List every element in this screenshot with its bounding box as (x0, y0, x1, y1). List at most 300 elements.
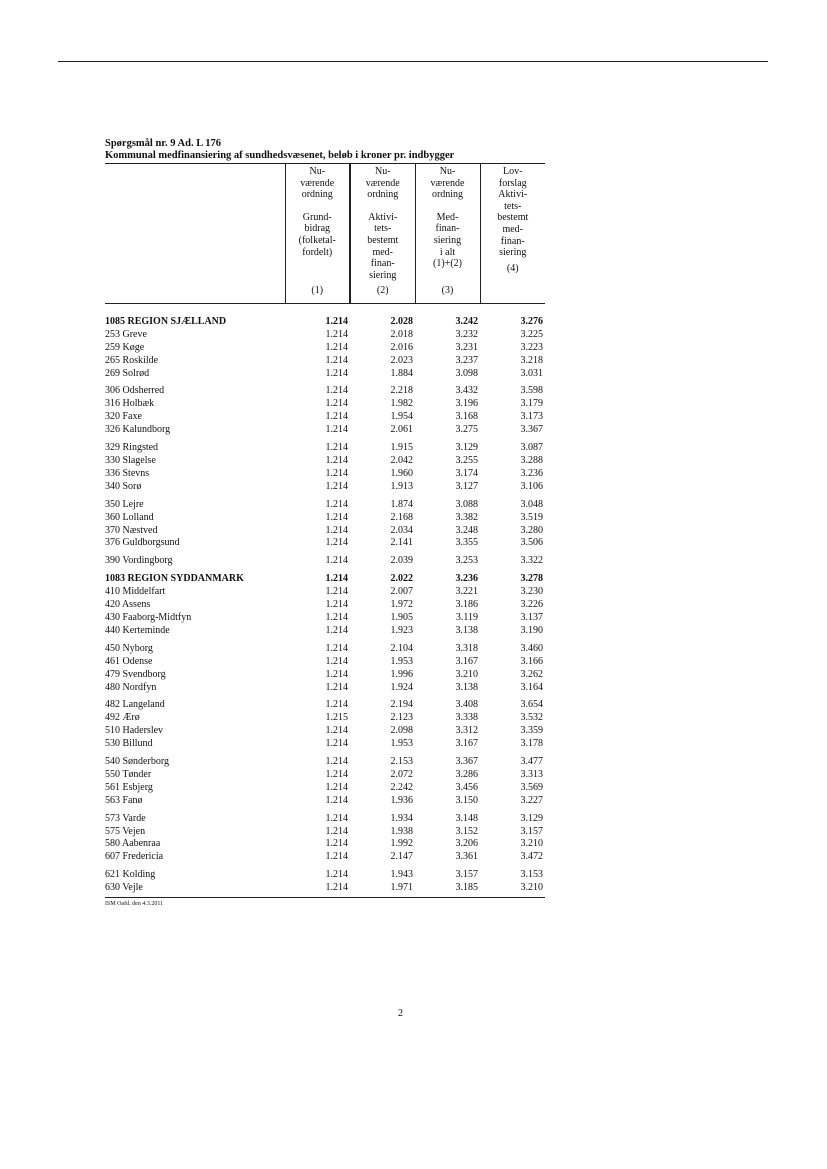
municipality-name: 630 Vejle (105, 882, 285, 897)
value-cell: 3.164 (520, 681, 543, 693)
municipality-row (105, 612, 545, 625)
value-cell: 3.179 (520, 398, 543, 410)
value-cell: 3.276 (520, 315, 543, 327)
value-cell: 3.232 (455, 328, 478, 340)
municipality-row (105, 808, 545, 826)
value-cell: 1.214 (285, 882, 350, 897)
column-number: (3) (441, 285, 454, 297)
value-cell: 1.972 (390, 599, 413, 611)
header-spacer (286, 258, 350, 270)
municipality-name: 390 Vordingborg (105, 555, 173, 567)
value-cell: 3.218 (520, 354, 543, 366)
municipality-name: 336 Stevns (105, 467, 150, 479)
municipality-row (105, 769, 545, 782)
value-cell: 3.137 (520, 611, 543, 623)
municipality-row (105, 494, 545, 512)
municipality-row (105, 468, 545, 481)
value-cell: 3.275 (455, 424, 478, 436)
value-cell: 1.214 (325, 455, 348, 466)
column-header-4 (480, 164, 545, 304)
page-number: 2 (398, 1008, 403, 1019)
value-cell: 1.214 (325, 367, 348, 379)
header-spacer (286, 270, 350, 282)
municipality-row (105, 751, 545, 769)
value-cell: 3.432 (455, 385, 478, 397)
value-cell: 3.288 (520, 455, 543, 466)
value-cell: 3.280 (520, 524, 543, 536)
value-cell: 1.214 (325, 467, 348, 479)
value-cell: 3.253 (455, 555, 478, 567)
value-cell: 3.106 (520, 480, 543, 492)
municipality-name: 461 Odense (105, 655, 153, 667)
value-cell: 2.042 (390, 455, 413, 466)
value-cell: 3.359 (520, 725, 543, 737)
header-desc-line: bestemt (497, 212, 529, 224)
municipality-name: 550 Tønder (105, 768, 152, 780)
header-desc-line: bidrag (304, 223, 331, 235)
value-cell: 2.022 (390, 573, 413, 585)
value-cell: 1.943 (390, 869, 413, 881)
value-cell: 3.174 (455, 467, 478, 479)
financing-table (105, 163, 545, 898)
value-cell: 2.141 (390, 537, 413, 549)
header-desc-line: fordelt) (302, 246, 333, 258)
value-cell: 1.214 (325, 756, 348, 768)
value-cell: 2.242 (390, 781, 413, 793)
column-number: (4) (506, 262, 519, 274)
value-cell: 1.215 (325, 712, 348, 724)
header-desc-line: Aktivi- (368, 211, 398, 223)
value-cell: 2.153 (390, 756, 413, 768)
municipality-row (105, 864, 545, 882)
column-number: (2) (376, 285, 389, 297)
value-cell: 1.214 (325, 398, 348, 410)
value-cell: 1.214 (325, 681, 348, 693)
value-cell: 3.338 (455, 712, 478, 724)
value-cell: 1.992 (390, 838, 413, 850)
value-cell: 3.152 (455, 825, 478, 837)
value-cell: 2.123 (390, 712, 413, 724)
value-cell: 3.569 (520, 781, 543, 793)
value-cell: 3.166 (520, 655, 543, 667)
value-cell: 3.167 (455, 655, 478, 667)
municipality-name: 320 Faxe (105, 411, 142, 423)
value-cell: 1.915 (390, 442, 413, 454)
value-cell: 2.007 (390, 586, 413, 598)
municipality-name: 370 Næstved (105, 524, 158, 536)
value-cell: 3.048 (520, 498, 543, 510)
value-cell: 3.519 (520, 511, 543, 523)
value-cell: 3.506 (520, 537, 543, 549)
header-desc-line: med- (502, 223, 524, 235)
value-cell: 2.034 (390, 524, 413, 536)
value-cell: 3.286 (455, 768, 478, 780)
municipality-name: 540 Sønderborg (105, 756, 169, 768)
value-cell: 3.129 (520, 812, 543, 824)
header-spacer (351, 201, 415, 212)
header-desc-line: bestemt (367, 234, 399, 246)
value-cell: 3.456 (455, 781, 478, 793)
value-cell: 1.214 (325, 537, 348, 549)
municipality-name: 330 Slagelse (105, 455, 156, 466)
value-cell: 2.028 (390, 315, 413, 327)
value-cell: 2.018 (390, 328, 413, 340)
question-title: Spørgsmål nr. 9 Ad. L 176 (105, 138, 222, 149)
column-header-3 (415, 164, 480, 304)
municipality-row (105, 455, 545, 468)
value-cell: 1.905 (390, 611, 413, 623)
value-cell: 3.153 (520, 869, 543, 881)
municipality-name: 253 Greve (105, 328, 147, 340)
value-cell: 1.214 (325, 781, 348, 793)
value-cell: 3.313 (520, 768, 543, 780)
header-spacer (286, 201, 350, 212)
municipality-name: 607 Fredericia (105, 851, 164, 863)
municipality-name: 621 Kolding (105, 869, 156, 881)
header-line: Nu- (439, 166, 456, 177)
value-cell: 1.884 (390, 367, 413, 379)
header-desc-line: siering (499, 247, 527, 259)
value-cell: 3.127 (455, 480, 478, 492)
value-cell: 3.230 (520, 586, 543, 598)
value-cell: 1.953 (390, 738, 413, 750)
value-cell: 1.214 (325, 524, 348, 536)
value-cell: 1.214 (325, 725, 348, 737)
header-line: Lov- (503, 166, 523, 177)
header-line: ordning (431, 189, 464, 201)
value-cell: 3.167 (455, 738, 478, 750)
municipality-name: 340 Sorø (105, 480, 142, 492)
value-cell: 3.190 (520, 624, 543, 636)
header-desc-line: med- (372, 246, 394, 258)
value-cell: 1.214 (325, 328, 348, 340)
municipality-name: 306 Odsherred (105, 385, 165, 397)
municipality-name: 350 Lejre (105, 498, 144, 510)
value-cell: 3.312 (455, 725, 478, 737)
value-cell: 3.382 (455, 511, 478, 523)
header-line: forslag (498, 177, 527, 189)
municipality-name: 269 Solrød (105, 367, 150, 379)
value-cell: 1.214 (325, 869, 348, 881)
value-cell: 3.210 (480, 882, 545, 897)
municipality-name: 410 Middelfart (105, 586, 166, 598)
municipality-row (105, 411, 545, 424)
value-cell: 3.226 (520, 599, 543, 611)
municipality-row (105, 550, 545, 568)
value-cell: 3.367 (520, 424, 543, 436)
value-cell: 2.194 (390, 699, 413, 711)
value-cell: 3.278 (520, 573, 543, 585)
value-cell: 3.242 (455, 315, 478, 327)
value-cell: 3.654 (520, 699, 543, 711)
value-cell: 3.248 (455, 524, 478, 536)
value-cell: 2.098 (390, 725, 413, 737)
value-cell: 1.214 (325, 825, 348, 837)
value-cell: 3.088 (455, 498, 478, 510)
municipality-name: 482 Langeland (105, 699, 165, 711)
value-cell: 3.262 (520, 668, 543, 680)
value-cell: 1.214 (325, 642, 348, 654)
municipality-row (105, 782, 545, 795)
municipality-row (105, 656, 545, 669)
value-cell: 3.186 (455, 599, 478, 611)
municipality-row (105, 725, 545, 738)
municipality-name: 360 Lolland (105, 511, 154, 523)
value-cell: 2.168 (390, 511, 413, 523)
value-cell: 3.221 (455, 586, 478, 598)
value-cell: 3.231 (455, 341, 478, 353)
municipality-row (105, 481, 545, 494)
value-cell: 1.214 (325, 794, 348, 806)
table-title: Kommunal medfinansiering af sundhedsvæsenet, beløb i kroner pr. indbygger (105, 150, 455, 161)
value-cell: 3.472 (520, 851, 543, 863)
municipality-row (105, 512, 545, 525)
municipality-row (105, 537, 545, 550)
municipality-name: 440 Kerteminde (105, 624, 170, 636)
header-line: Nu- (309, 166, 326, 177)
value-cell: 3.355 (455, 537, 478, 549)
municipality-name: 492 Ærø (105, 712, 140, 724)
value-cell: 3.236 (520, 467, 543, 479)
header-desc-line: tets- (504, 200, 522, 212)
value-cell: 3.168 (455, 411, 478, 423)
header-desc-line: i alt (439, 246, 456, 258)
value-cell: 2.039 (390, 555, 413, 567)
value-cell: 3.361 (455, 851, 478, 863)
value-cell: 1.214 (325, 586, 348, 598)
table-body (105, 303, 545, 897)
top-rule (58, 61, 768, 62)
value-cell: 3.031 (520, 367, 543, 379)
header-line: Nu- (374, 166, 391, 177)
municipality-name: 259 Køge (105, 341, 145, 353)
value-cell: 3.178 (520, 738, 543, 750)
value-cell: 3.255 (455, 455, 478, 466)
header-desc-line: siering (433, 234, 462, 246)
municipality-name: 580 Aabenraa (105, 838, 161, 850)
value-cell: 3.098 (455, 367, 478, 379)
document-body (105, 138, 545, 908)
municipality-row (105, 525, 545, 538)
value-cell: 3.477 (520, 756, 543, 768)
value-cell: 1.214 (325, 315, 348, 327)
value-cell: 1.214 (325, 838, 348, 850)
value-cell: 3.460 (520, 642, 543, 654)
value-cell: 1.924 (390, 681, 413, 693)
municipality-row (105, 355, 545, 368)
value-cell: 1.996 (390, 668, 413, 680)
municipality-row (105, 682, 545, 695)
municipality-row (105, 638, 545, 656)
header-desc-line: Med- (436, 211, 459, 223)
header-line: værende (365, 177, 400, 189)
municipality-row (105, 851, 545, 864)
municipality-row (105, 795, 545, 808)
value-cell: 3.173 (520, 411, 543, 423)
value-cell: 3.119 (455, 611, 478, 623)
value-cell: 1.923 (390, 624, 413, 636)
value-cell: 1.214 (325, 812, 348, 824)
value-cell: 3.206 (455, 838, 478, 850)
value-cell: 1.874 (390, 498, 413, 510)
municipality-name: 265 Roskilde (105, 354, 159, 366)
header-spacer (416, 201, 480, 212)
footnote: ISM Oafd. den 4.3.2011 (105, 901, 164, 908)
value-cell: 1.934 (390, 812, 413, 824)
municipality-row (105, 437, 545, 455)
value-cell: 3.129 (455, 442, 478, 454)
value-cell: 1.214 (325, 573, 348, 585)
column-number: (1) (311, 285, 324, 297)
value-cell: 1.960 (390, 467, 413, 479)
municipality-row (105, 342, 545, 355)
municipality-name: 1083 REGION SYDDANMARK (105, 573, 244, 585)
value-cell: 3.157 (520, 825, 543, 837)
municipality-row (105, 625, 545, 638)
municipality-row (105, 738, 545, 751)
value-cell: 1.982 (390, 398, 413, 410)
value-cell: 1.214 (325, 655, 348, 667)
value-cell: 3.185 (415, 882, 480, 897)
region-row (105, 303, 545, 328)
value-cell: 3.138 (455, 624, 478, 636)
value-cell: 3.367 (455, 756, 478, 768)
header-desc-line: Aktivi- (498, 189, 528, 201)
municipality-row (105, 424, 545, 437)
municipality-name: 329 Ringsted (105, 442, 159, 454)
municipality-name: 1085 REGION SJÆLLAND (105, 315, 227, 327)
municipality-row (105, 599, 545, 612)
value-cell: 1.214 (325, 411, 348, 423)
value-cell: 1.938 (390, 825, 413, 837)
value-cell: 2.061 (390, 424, 413, 436)
municipality-row (105, 380, 545, 398)
municipality-row (105, 368, 545, 381)
municipality-row (105, 694, 545, 712)
municipality-row (105, 586, 545, 599)
value-cell: 3.196 (455, 398, 478, 410)
header-desc-line: siering (369, 269, 397, 281)
municipality-row (105, 398, 545, 411)
municipality-row (105, 838, 545, 851)
value-cell: 3.210 (520, 838, 543, 850)
value-cell: 1.214 (325, 480, 348, 492)
header-desc-line: (folketal- (298, 234, 336, 246)
value-cell: 1.954 (390, 411, 413, 423)
municipality-name: 563 Fanø (105, 794, 143, 806)
header-line: værende (300, 177, 335, 189)
municipality-name: 316 Holbæk (105, 398, 155, 410)
column-header-1 (285, 164, 350, 304)
municipality-name: 530 Billund (105, 738, 153, 750)
municipality-row (105, 882, 545, 897)
value-cell: 2.147 (390, 851, 413, 863)
column-header-2 (350, 164, 415, 304)
value-cell: 2.218 (390, 385, 413, 397)
value-cell: 3.227 (520, 794, 543, 806)
value-cell: 1.214 (325, 624, 348, 636)
municipality-name: 573 Varde (105, 812, 146, 824)
value-cell: 1.214 (325, 385, 348, 397)
municipality-name: 326 Kalundborg (105, 424, 171, 436)
value-cell: 1.936 (390, 794, 413, 806)
municipality-name: 420 Assens (105, 599, 151, 611)
value-cell: 3.210 (455, 668, 478, 680)
header-desc-line: finan- (435, 223, 460, 235)
value-cell: 1.214 (325, 738, 348, 750)
value-cell: 3.598 (520, 385, 543, 397)
value-cell: 1.214 (325, 424, 348, 436)
value-cell: 1.214 (325, 851, 348, 863)
header-line: ordning (367, 189, 399, 201)
header-desc-line: Grund- (302, 211, 332, 223)
value-cell: 1.214 (325, 599, 348, 611)
header-blank (105, 164, 285, 304)
header-desc-line: finan- (500, 235, 525, 247)
value-cell: 2.016 (390, 341, 413, 353)
header-desc-line: finan- (370, 258, 395, 270)
value-cell: 3.157 (455, 869, 478, 881)
value-cell: 1.214 (325, 699, 348, 711)
value-cell: 3.138 (455, 681, 478, 693)
value-cell: 1.214 (325, 768, 348, 780)
value-cell: 1.214 (325, 555, 348, 567)
municipality-name: 561 Esbjerg (105, 781, 153, 793)
value-cell: 3.318 (455, 642, 478, 654)
value-cell: 2.023 (390, 354, 413, 366)
header-line: ordning (301, 189, 333, 201)
value-cell: 3.236 (455, 573, 478, 585)
value-cell: 3.223 (520, 341, 543, 353)
municipality-row (105, 826, 545, 839)
value-cell: 1.214 (325, 341, 348, 353)
value-cell: 2.104 (390, 642, 413, 654)
header-row (105, 164, 545, 304)
municipality-name: 430 Faaborg-Midtfyn (105, 611, 192, 623)
value-cell: 1.214 (325, 354, 348, 366)
value-cell: 1.214 (325, 498, 348, 510)
value-cell: 2.072 (390, 768, 413, 780)
value-cell: 3.087 (520, 442, 543, 454)
municipality-name: 479 Svendborg (105, 668, 166, 680)
municipality-name: 480 Nordfyn (105, 681, 157, 693)
value-cell: 1.214 (325, 611, 348, 623)
value-cell: 3.532 (520, 712, 543, 724)
municipality-name: 575 Vejen (105, 825, 146, 837)
header-spacer (416, 270, 480, 282)
value-cell: 1.214 (325, 442, 348, 454)
region-row (105, 568, 545, 586)
value-cell: 1.913 (390, 480, 413, 492)
value-cell: 3.408 (455, 699, 478, 711)
municipality-row (105, 712, 545, 725)
value-cell: 3.150 (455, 794, 478, 806)
value-cell: 1.214 (325, 511, 348, 523)
value-cell: 3.237 (455, 354, 478, 366)
value-cell: 1.214 (325, 668, 348, 680)
value-cell: 3.225 (520, 328, 543, 340)
header-desc-line: tets- (374, 223, 392, 235)
value-cell: 1.953 (390, 655, 413, 667)
header-line: værende (430, 177, 465, 189)
value-cell: 3.148 (455, 812, 478, 824)
value-cell: 3.322 (520, 555, 543, 567)
municipality-row (105, 329, 545, 342)
value-cell: 1.971 (350, 882, 415, 897)
municipality-name: 450 Nyborg (105, 642, 153, 654)
municipality-row (105, 669, 545, 682)
header-desc-line: (1)+(2) (433, 258, 462, 270)
